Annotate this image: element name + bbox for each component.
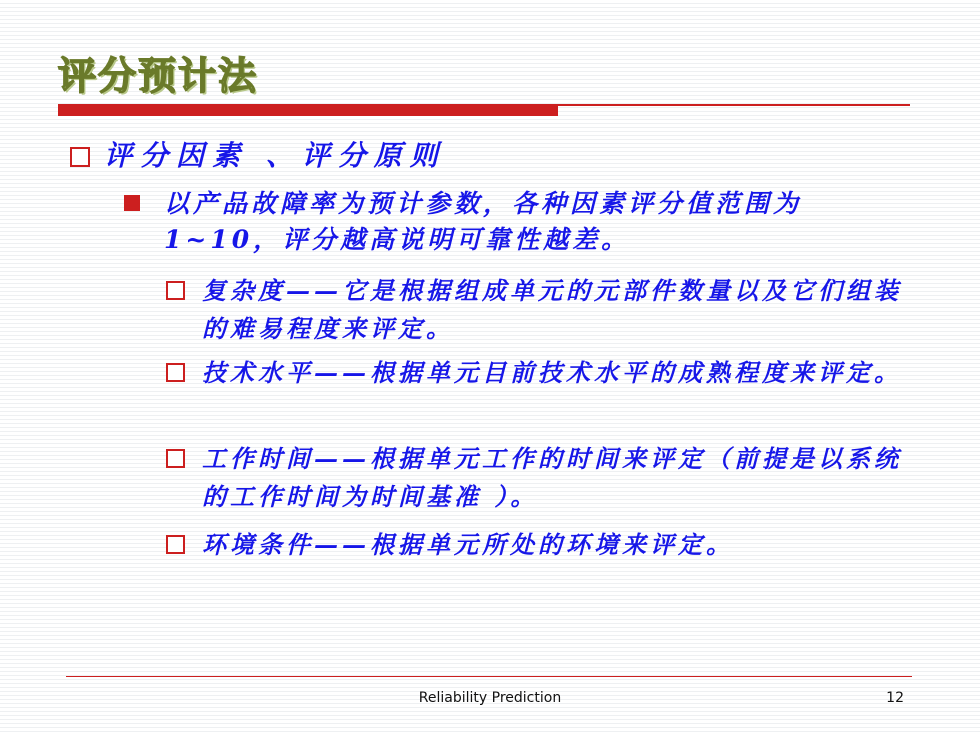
footer-label: Reliability Prediction <box>418 690 562 706</box>
bullet-level2 <box>124 186 904 258</box>
hollow-square-bullet-icon <box>166 449 185 468</box>
bullet-level3-text: 技术水平——根据单元目前技术水平的成熟程度来评定。 <box>202 358 902 387</box>
bullet-level3-text: 复杂度——它是根据组成单元的元部件数量以及它们组装的难易程度来评定。 <box>202 276 902 343</box>
hollow-square-bullet-icon <box>70 147 90 167</box>
bullet-level3-tech-level <box>166 354 906 392</box>
bullet-level3-environment <box>166 526 906 564</box>
bullet-level3-text: 环境条件——根据单元所处的环境来评定。 <box>202 530 734 559</box>
filled-square-bullet-icon <box>124 195 140 211</box>
bullet-level1-text: 评分因素 、评分原则 <box>104 139 446 172</box>
bullet-level3-text: 工作时间——根据单元工作的时间来评定（前提是以系统的工作时间为时间基准 ）。 <box>202 444 902 511</box>
page-number: 12 <box>886 690 904 706</box>
footer-divider <box>66 676 912 677</box>
bullet-level2-text: 以产品故障率为预计参数，各种因素评分值范围为1~10，评分越高说明可靠性越差。 <box>164 189 803 254</box>
hollow-square-bullet-icon <box>166 535 185 554</box>
hollow-square-bullet-icon <box>166 281 185 300</box>
bullet-level3-working-time <box>166 440 906 516</box>
hollow-square-bullet-icon <box>166 363 185 382</box>
bullet-level1 <box>70 134 446 174</box>
bullet-level3-complexity <box>166 272 906 348</box>
slide-title: 评分预计法 <box>58 54 259 98</box>
